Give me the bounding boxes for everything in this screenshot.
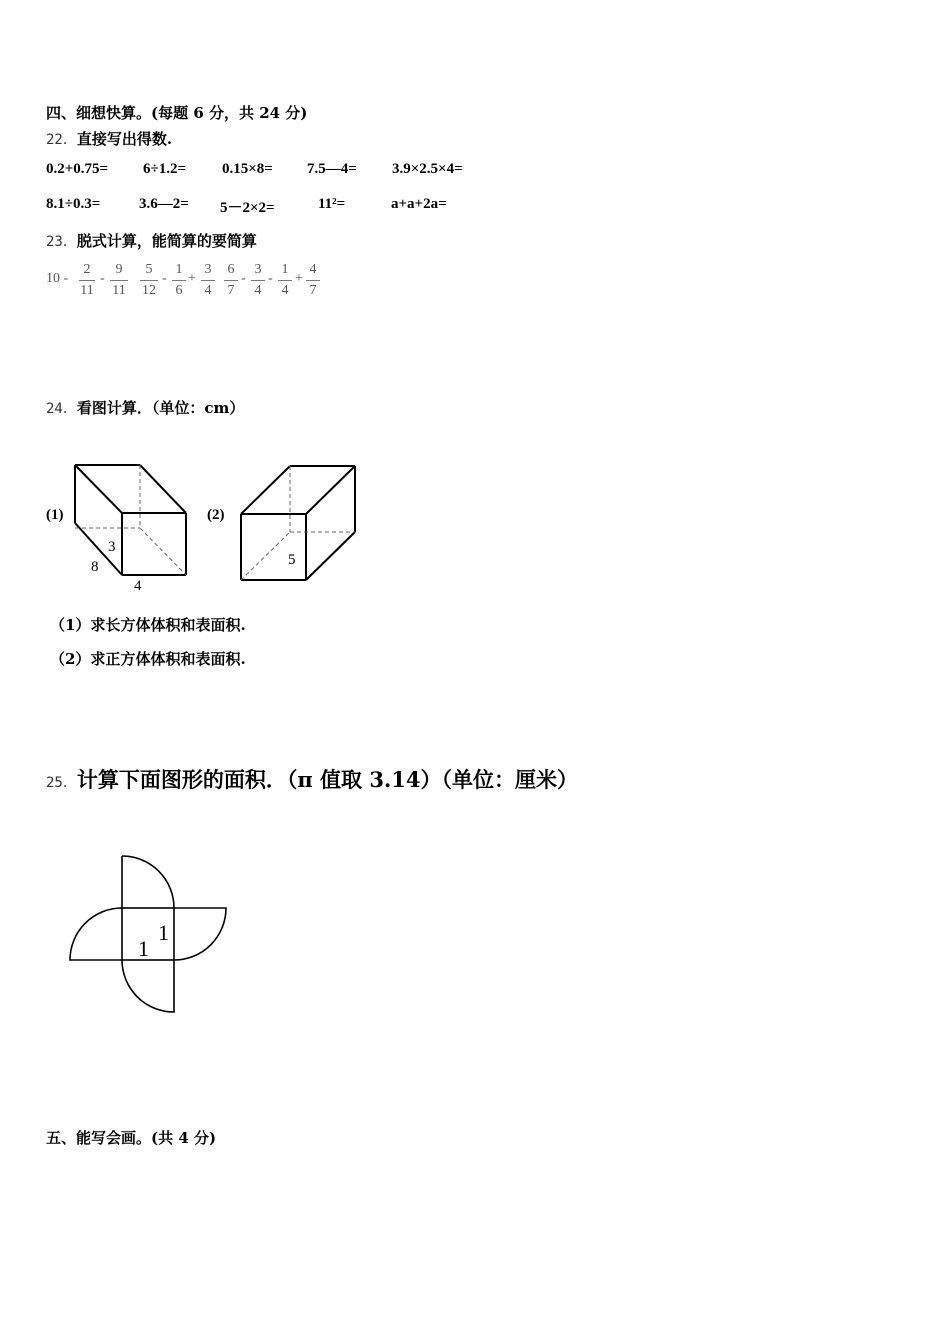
calc-item: a+a+2a= [391,196,447,212]
denominator: 4 [281,283,289,298]
numerator: 1 [175,262,183,277]
numerator: 2 [83,262,91,277]
question-25 [46,764,578,794]
section-5-title: 五、能写会画。(共 4 分) [46,1129,217,1147]
cuboid-figure [70,460,195,595]
numerator: 6 [227,262,235,277]
section-4-title: 四、细想快算。(每题 6 分，共 24 分) [46,104,308,122]
question-text: 脱式计算，能简算的要简算 [76,232,257,250]
numerator: 9 [115,262,123,277]
denominator: 6 [175,283,183,298]
fraction [251,262,265,299]
dimension-label: 1 [138,936,149,961]
question-24 [46,397,244,418]
fraction [79,262,95,299]
dimension-label: 4 [134,578,142,594]
calc-item: 0.15×8= [222,161,273,177]
numerator: 3 [254,262,262,277]
question-text: 计算下面图形的面积．（π 值取 3.14）（单位：厘米） [76,767,578,792]
calc-item: 8.1÷0.3= [46,196,101,212]
operator: + [295,271,303,286]
question-number: 22． [46,132,77,148]
numerator: 1 [281,262,289,277]
expression-lead: 10 - [46,271,69,286]
calc-item: 3.9×2.5×4= [392,161,463,177]
calc-item: 3.6—2= [139,196,189,212]
denominator: 4 [204,283,212,298]
fraction [306,262,320,299]
dimension-label: 5 [288,552,296,568]
numerator: 3 [204,262,212,277]
operator: - [100,271,105,286]
dimension-label: 1 [158,920,169,945]
question-22 [46,128,172,149]
fraction [110,262,128,299]
question-number: 25． [46,775,77,791]
operator: + [188,271,196,286]
expression [46,262,346,304]
operator: - [241,271,246,286]
fraction [201,262,215,299]
question-text: 直接写出得数. [76,130,173,148]
dimension-label: 8 [91,559,99,575]
subquestion-1: （1）求长方体体积和表面积. [50,616,246,634]
operator: - [162,271,167,286]
denominator: 7 [227,283,235,298]
numerator: 5 [145,262,153,277]
numerator: 4 [309,262,317,277]
operator: - [268,271,273,286]
denominator: 12 [142,283,156,298]
question-number: 23． [46,234,77,250]
denominator: 11 [80,283,94,298]
denominator: 4 [254,283,262,298]
question-number: 24． [46,401,77,417]
cube-figure [235,460,360,585]
question-23 [46,230,257,251]
subquestion-2: （2）求正方体体积和表面积. [50,650,246,668]
calc-item: 11²= [318,196,346,212]
dimension-label: 3 [108,539,116,555]
calc-item: 5－2×2= [220,200,275,216]
fraction [224,262,238,299]
calc-item: 6÷1.2= [143,161,187,177]
denominator: 7 [309,283,317,298]
fraction [278,262,292,299]
figure-2-label: (2) [207,507,225,523]
calc-item: 7.5—4= [307,161,357,177]
denominator: 11 [112,283,126,298]
calc-item: 0.2+0.75= [46,161,109,177]
fraction [172,262,186,299]
fraction [140,262,158,299]
figure-1-label: (1) [46,507,64,523]
pinwheel-figure [60,845,240,1025]
question-text: 看图计算．（单位：cm） [76,399,245,417]
